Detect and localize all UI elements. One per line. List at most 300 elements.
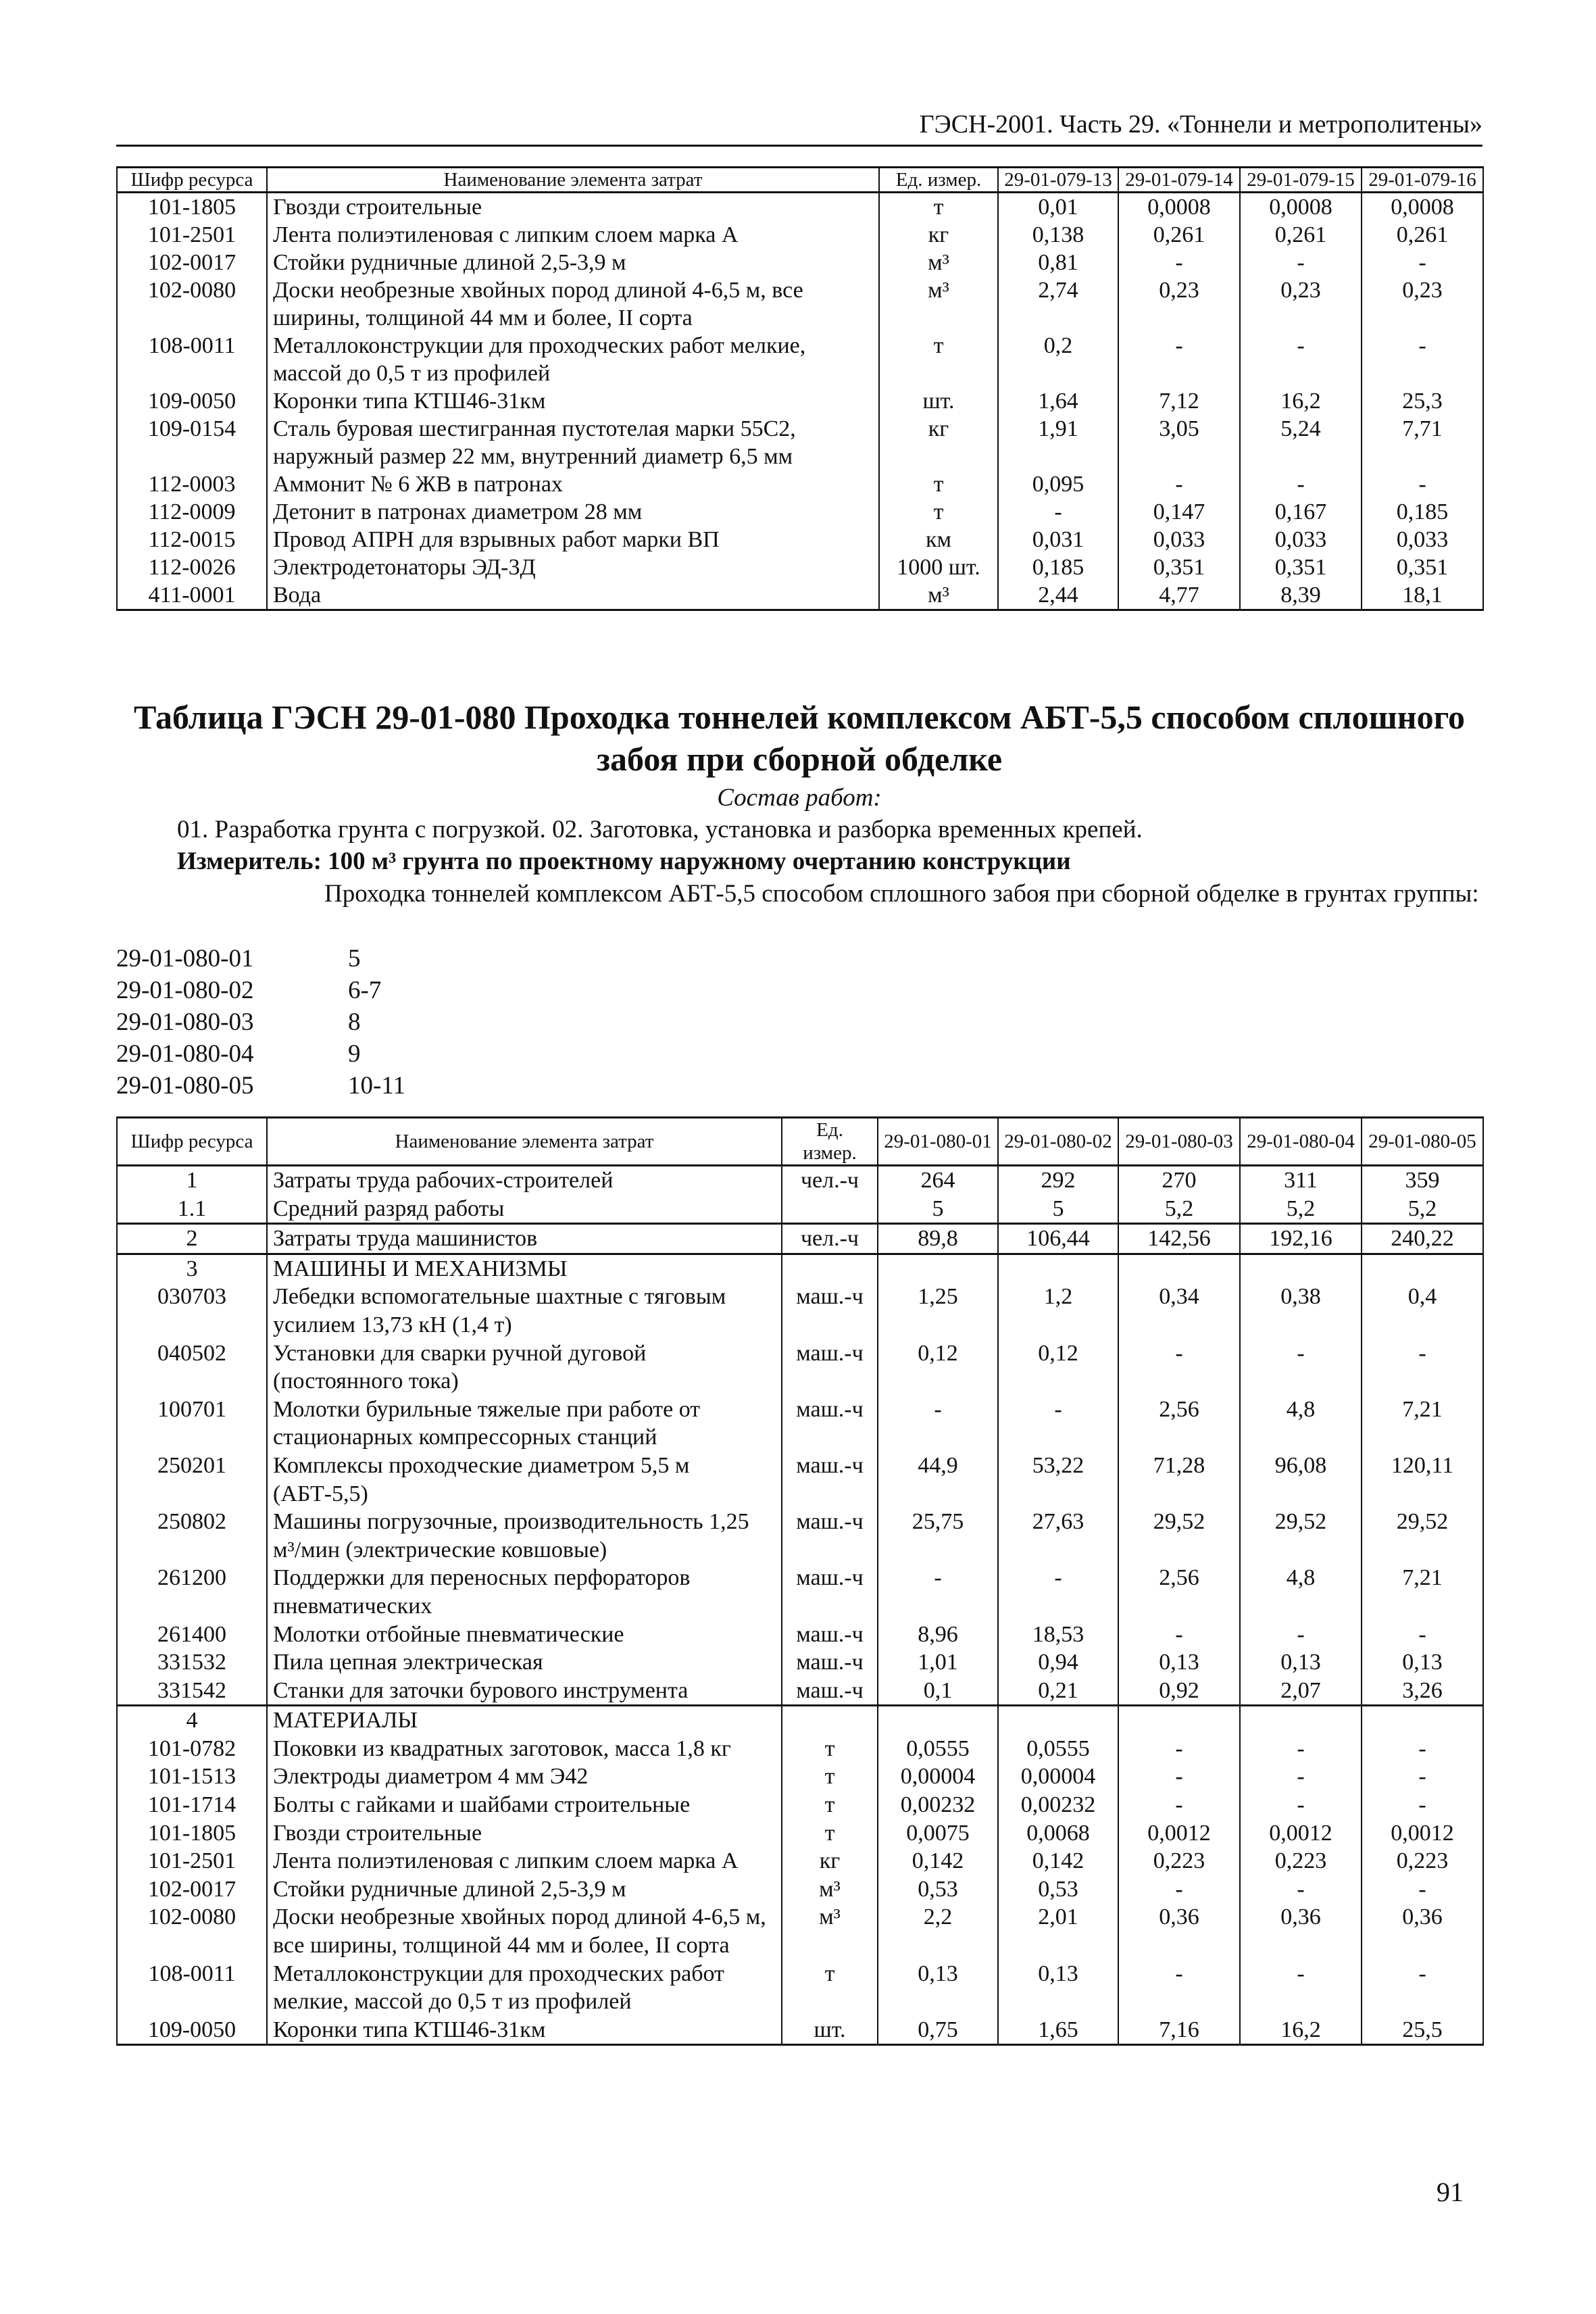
table-cell: Средний разряд работы	[267, 1195, 782, 1224]
resources-table-080	[116, 1116, 1484, 2046]
table-cell: 7,71	[1362, 415, 1483, 470]
table-cell: 112-0003	[117, 470, 267, 498]
table-cell: -	[1118, 1791, 1240, 1819]
table-cell: 0,92	[1118, 1677, 1240, 1706]
table-row	[117, 1847, 1483, 1875]
table-cell: Лента полиэтиленовая с липким слоем марка А	[267, 1847, 782, 1875]
table-cell: Провод АПРН для взрывных работ марки ВП	[267, 526, 879, 553]
table-cell: 5	[878, 1195, 998, 1224]
table-cell: 25,75	[878, 1508, 998, 1564]
table-cell: 0,2	[998, 332, 1118, 387]
table-cell: 29,52	[1240, 1508, 1362, 1564]
table-cell: -	[1362, 332, 1483, 387]
norm-parameters-list	[116, 943, 405, 1102]
table-row	[117, 1452, 1483, 1508]
soil-group: 10-11	[348, 1072, 405, 1100]
table-cell: 109-0154	[117, 415, 267, 470]
table-cell: 102-0017	[117, 249, 267, 276]
table-cell: 2,56	[1118, 1396, 1240, 1452]
table-cell: 0,81	[998, 249, 1118, 276]
table-cell: 0,167	[1240, 498, 1362, 526]
table-cell: -	[1118, 1763, 1240, 1791]
table-cell: Коронки типа КТШ46-31км	[267, 387, 879, 415]
table-row	[117, 526, 1483, 553]
table-cell: 5,2	[1240, 1195, 1362, 1224]
table-cell: Электроды диаметром 4 мм Э42	[267, 1763, 782, 1791]
column-header: Ед. измер.	[782, 1118, 878, 1166]
column-header: Ед. измер.	[879, 168, 998, 193]
soil-group: 8	[348, 1008, 361, 1036]
column-header: 29-01-079-15	[1240, 168, 1362, 193]
table-cell: 0,0012	[1240, 1819, 1362, 1848]
table-cell: 1000 шт.	[879, 553, 998, 581]
table-row	[117, 1254, 1483, 1283]
table-cell: м³	[879, 581, 998, 610]
table-cell: 0,223	[1362, 1847, 1483, 1875]
table-cell: 5,24	[1240, 415, 1362, 470]
table-cell: Коронки типа КТШ46-31км	[267, 2016, 782, 2045]
norm-description: Проходка тоннелей комплексом АБТ-5,5 способом сплошного забоя при сборной обделке в грунтах группы:	[324, 880, 1479, 908]
table-row	[117, 1564, 1483, 1620]
table-row	[117, 1903, 1483, 1959]
table-cell	[998, 1254, 1118, 1283]
table-cell: маш.-ч	[782, 1621, 878, 1649]
table-row	[117, 1195, 1483, 1224]
table-row	[117, 581, 1483, 610]
table-row	[117, 1648, 1483, 1677]
table-cell: т	[879, 332, 998, 387]
table-cell: т	[879, 498, 998, 526]
table-row	[117, 1677, 1483, 1706]
table-cell: 27,63	[998, 1508, 1118, 1564]
table-cell: 0,351	[1362, 553, 1483, 581]
table-cell: Аммонит № 6 ЖВ в патронах	[267, 470, 879, 498]
table-cell: Лебедки вспомогательные шахтные с тяговым усилием 13,73 кН (1,4 т)	[267, 1283, 782, 1339]
table-row	[117, 415, 1483, 470]
table-cell: чел.-ч	[782, 1166, 878, 1195]
table-cell: Лента полиэтиленовая с липким слоем марка А	[267, 221, 879, 249]
table-row	[117, 1396, 1483, 1452]
table-cell: Сталь буровая шестигранная пустотелая марки 55С2, наружный размер 22 мм, внутренний диаметр 6,5 мм	[267, 415, 879, 470]
table-cell: МАШИНЫ И МЕХАНИЗМЫ	[267, 1254, 782, 1283]
norm-parameter-row	[116, 975, 405, 1006]
table-cell: 101-2501	[117, 1847, 267, 1875]
column-header: Шифр ресурса	[117, 168, 267, 193]
table-row	[117, 1763, 1483, 1791]
table-cell: -	[1240, 1763, 1362, 1791]
table-cell: -	[878, 1396, 998, 1452]
table-cell: м³	[782, 1903, 878, 1959]
table-cell: -	[1240, 470, 1362, 498]
table-cell: кг	[879, 415, 998, 470]
norm-parameter-row	[116, 943, 405, 975]
table-cell: 0,223	[1240, 1847, 1362, 1875]
table-cell: 0,00004	[878, 1763, 998, 1791]
norm-code: 29-01-080-02	[116, 977, 254, 1004]
table-cell: 0,23	[1240, 276, 1362, 332]
table-cell: 8,39	[1240, 581, 1362, 610]
table-cell: 2,2	[878, 1903, 998, 1959]
table-cell: 2,07	[1240, 1677, 1362, 1706]
table-cell: 0,351	[1240, 553, 1362, 581]
table-row	[117, 1224, 1483, 1254]
table-row	[117, 2016, 1483, 2045]
table-cell: чел.-ч	[782, 1224, 878, 1254]
table-cell: 101-2501	[117, 221, 267, 249]
table-cell: 108-0011	[117, 1960, 267, 2016]
table-cell: 0,0008	[1240, 193, 1362, 222]
table-cell: 102-0080	[117, 1903, 267, 1959]
table-cell: Металлоконструкции для проходческих работ мелкие, массой до 0,5 т из профилей	[267, 1960, 782, 2016]
table-cell: 109-0050	[117, 387, 267, 415]
table-row	[117, 332, 1483, 387]
table-cell: 1	[117, 1166, 267, 1195]
table-row	[117, 553, 1483, 581]
table-row	[117, 276, 1483, 332]
table-cell: 1,01	[878, 1648, 998, 1677]
table-cell: -	[878, 1564, 998, 1620]
table-cell	[1362, 1254, 1483, 1283]
table-cell: 0,095	[998, 470, 1118, 498]
table-cell: Установки для сварки ручной дуговой (постоянного тока)	[267, 1339, 782, 1396]
table-cell: 0,033	[1240, 526, 1362, 553]
table-cell: 3,05	[1118, 415, 1240, 470]
table-cell: -	[1362, 1339, 1483, 1396]
table-cell: 2	[117, 1224, 267, 1254]
table-row	[117, 1819, 1483, 1848]
table-cell: Поддержки для переносных перфораторов пневматических	[267, 1564, 782, 1620]
norm-code: 29-01-080-05	[116, 1072, 254, 1100]
table-cell: 292	[998, 1166, 1118, 1195]
table-cell: 261400	[117, 1621, 267, 1649]
table-cell	[1118, 1706, 1240, 1735]
table-cell: маш.-ч	[782, 1564, 878, 1620]
table-cell	[998, 1706, 1118, 1735]
table-cell: 0,94	[998, 1648, 1118, 1677]
table-cell: 5,2	[1118, 1195, 1240, 1224]
table-cell: 0,21	[998, 1677, 1118, 1706]
table-cell: 18,53	[998, 1621, 1118, 1649]
page-number: 91	[1437, 2177, 1464, 2207]
table-cell: -	[1362, 1875, 1483, 1904]
table-cell: 2,74	[998, 276, 1118, 332]
table-cell: 102-0017	[117, 1875, 267, 1904]
table-cell: -	[1118, 332, 1240, 387]
table-cell: -	[998, 1396, 1118, 1452]
column-header: 29-01-080-02	[998, 1118, 1118, 1166]
table-cell: Металлоконструкции для проходческих работ мелкие, массой до 0,5 т из профилей	[267, 332, 879, 387]
table-cell: т	[879, 470, 998, 498]
table-row	[117, 1875, 1483, 1904]
table-cell: -	[1118, 1875, 1240, 1904]
soil-group: 5	[348, 945, 361, 973]
table-cell: -	[998, 1564, 1118, 1620]
column-header: 29-01-079-13	[998, 168, 1118, 193]
table-cell: -	[1240, 249, 1362, 276]
table-cell: Электродетонаторы ЭД-3Д	[267, 553, 879, 581]
table-cell: 1,65	[998, 2016, 1118, 2045]
table-row	[117, 498, 1483, 526]
norm-code: 29-01-080-03	[116, 1008, 254, 1036]
table-cell: т	[782, 1791, 878, 1819]
table-cell: 0,13	[1118, 1648, 1240, 1677]
norm-parameter-row	[116, 1070, 405, 1102]
table-cell: -	[1240, 1621, 1362, 1649]
table-cell: Детонит в патронах диаметром 28 мм	[267, 498, 879, 526]
table-cell: 0,0555	[998, 1735, 1118, 1763]
table-cell: маш.-ч	[782, 1339, 878, 1396]
table-cell: 7,16	[1118, 2016, 1240, 2045]
table-cell: Доски необрезные хвойных пород длиной 4-6,5 м, все ширины, толщиной 44 мм и более, II сорта	[267, 1903, 782, 1959]
table-cell	[782, 1195, 878, 1224]
norm-parameter-row	[116, 1038, 405, 1070]
table-cell: кг	[782, 1847, 878, 1875]
table-cell: -	[1118, 1621, 1240, 1649]
column-header: 29-01-080-04	[1240, 1118, 1362, 1166]
table-cell: 1,91	[998, 415, 1118, 470]
table-cell: маш.-ч	[782, 1677, 878, 1706]
table-cell: Вода	[267, 581, 879, 610]
table-cell: -	[1240, 1875, 1362, 1904]
table-cell: Стойки рудничные длиной 2,5-3,9 м	[267, 249, 879, 276]
table-cell: Болты с гайками и шайбами строительные	[267, 1791, 782, 1819]
table-cell: 0,142	[878, 1847, 998, 1875]
table-cell: 311	[1240, 1166, 1362, 1195]
table-cell: 0,75	[878, 2016, 998, 2045]
table-cell: 101-1714	[117, 1791, 267, 1819]
table-cell: МАТЕРИАЛЫ	[267, 1706, 782, 1735]
table-cell: 0,0008	[1118, 193, 1240, 222]
table-cell: 2,56	[1118, 1564, 1240, 1620]
table-cell: т	[879, 193, 998, 222]
table-cell: -	[1118, 1735, 1240, 1763]
table-cell: 0,13	[878, 1960, 998, 2016]
table-cell	[1240, 1254, 1362, 1283]
table-cell: 0,223	[1118, 1847, 1240, 1875]
soil-group: 6-7	[348, 977, 382, 1004]
table-cell: 0,0012	[1362, 1819, 1483, 1848]
running-header: ГЭСН-2001. Часть 29. «Тоннели и метрополитены»	[116, 109, 1482, 147]
table-cell: Затраты труда машинистов	[267, 1224, 782, 1254]
table-cell: т	[782, 1960, 878, 2016]
table-cell: т	[782, 1763, 878, 1791]
table-cell: Доски необрезные хвойных пород длиной 4-6,5 м, все ширины, толщиной 44 мм и более, II сорта	[267, 276, 879, 332]
table-cell: 102-0080	[117, 276, 267, 332]
table-cell: 25,5	[1362, 2016, 1483, 2045]
table-cell: 359	[1362, 1166, 1483, 1195]
table-cell: 030703	[117, 1283, 267, 1339]
table-cell: 100701	[117, 1396, 267, 1452]
table-cell: 0,138	[998, 221, 1118, 249]
table-cell: -	[1362, 1763, 1483, 1791]
table-title: Таблица ГЭСН 29-01-080 Проходка тоннелей комплексом АБТ-5,5 способом сплошного забоя при сборной обделке	[133, 698, 1466, 778]
table-cell: -	[1118, 1960, 1240, 2016]
table-cell: шт.	[782, 2016, 878, 2045]
table-cell: 0,033	[1362, 526, 1483, 553]
table-cell: Гвозди строительные	[267, 1819, 782, 1848]
table-cell: м³	[782, 1875, 878, 1904]
table-cell: 411-0001	[117, 581, 267, 610]
table-cell: 0,36	[1362, 1903, 1483, 1959]
table-cell: 0,185	[998, 553, 1118, 581]
table-cell: маш.-ч	[782, 1396, 878, 1452]
table-cell: 7,12	[1118, 387, 1240, 415]
table-row	[117, 387, 1483, 415]
composition-label: Состав работ:	[717, 784, 882, 812]
table-cell: 264	[878, 1166, 998, 1195]
table-cell: 5,2	[1362, 1195, 1483, 1224]
table-cell: 0,34	[1118, 1283, 1240, 1339]
soil-group: 9	[348, 1040, 361, 1068]
table-row	[117, 1508, 1483, 1564]
table-cell: Молотки бурильные тяжелые при работе от стационарных компрессорных станций	[267, 1396, 782, 1452]
table-cell: 0,00232	[878, 1791, 998, 1819]
table-cell: 0,12	[998, 1339, 1118, 1396]
table-row	[117, 1621, 1483, 1649]
table-row	[117, 1706, 1483, 1735]
table-row	[117, 1283, 1483, 1339]
table-cell: 0,4	[1362, 1283, 1483, 1339]
table-cell: -	[1240, 1339, 1362, 1396]
table-cell: -	[1362, 249, 1483, 276]
table-cell: км	[879, 526, 998, 553]
table-cell: 2,44	[998, 581, 1118, 610]
table-cell: 250201	[117, 1452, 267, 1508]
table-cell: маш.-ч	[782, 1648, 878, 1677]
table-cell: -	[1118, 470, 1240, 498]
table-cell: 16,2	[1240, 2016, 1362, 2045]
table-cell: 29,52	[1118, 1508, 1240, 1564]
table-cell: 0,1	[878, 1677, 998, 1706]
table-cell: Станки для заточки бурового инструмента	[267, 1677, 782, 1706]
table-cell: 53,22	[998, 1452, 1118, 1508]
table-cell: -	[1118, 1339, 1240, 1396]
table-cell	[782, 1254, 878, 1283]
table-cell: -	[1362, 1735, 1483, 1763]
table-cell: м³	[879, 276, 998, 332]
table-cell: -	[1240, 1735, 1362, 1763]
table-cell: 101-0782	[117, 1735, 267, 1763]
composition-text: 01. Разработка грунта с погрузкой. 02. Заготовка, установка и разборка временных крепей.	[177, 816, 1143, 843]
table-cell: 261200	[117, 1564, 267, 1620]
table-cell: 109-0050	[117, 2016, 267, 2045]
table-row	[117, 470, 1483, 498]
table-cell: 3,26	[1362, 1677, 1483, 1706]
table-cell: 270	[1118, 1166, 1240, 1195]
column-header: 29-01-079-16	[1362, 168, 1483, 193]
table-cell: 1,2	[998, 1283, 1118, 1339]
table-cell: 4,8	[1240, 1564, 1362, 1620]
norm-code: 29-01-080-01	[116, 945, 254, 973]
table-cell	[1118, 1254, 1240, 1283]
table-cell: 108-0011	[117, 332, 267, 387]
table-cell: -	[1240, 332, 1362, 387]
table-cell: 0,0012	[1118, 1819, 1240, 1848]
table-cell: Пила цепная электрическая	[267, 1648, 782, 1677]
column-header: Наименование элемента затрат	[267, 168, 879, 193]
table-cell: -	[1240, 1960, 1362, 2016]
table-cell: 112-0009	[117, 498, 267, 526]
column-header: Шифр ресурса	[117, 1118, 267, 1166]
norm-parameter-row	[116, 1006, 405, 1038]
table-row	[117, 1735, 1483, 1763]
table-row	[117, 249, 1483, 276]
table-cell: 0,23	[1362, 276, 1483, 332]
table-cell: 3	[117, 1254, 267, 1283]
table-cell: т	[782, 1819, 878, 1848]
table-cell: 0,0075	[878, 1819, 998, 1848]
table-cell: 0,261	[1362, 221, 1483, 249]
table-cell	[782, 1706, 878, 1735]
table-cell: Поковки из квадратных заготовок, масса 1,8 кг	[267, 1735, 782, 1763]
table-cell	[878, 1254, 998, 1283]
table-cell: 0,00232	[998, 1791, 1118, 1819]
table-cell: 250802	[117, 1508, 267, 1564]
table-cell: 331542	[117, 1677, 267, 1706]
table-cell: 0,0008	[1362, 193, 1483, 222]
table-cell: 0,031	[998, 526, 1118, 553]
table-row	[117, 1166, 1483, 1195]
table-row	[117, 221, 1483, 249]
table-cell: 101-1805	[117, 1819, 267, 1848]
table-cell: 0,0068	[998, 1819, 1118, 1848]
table-cell: 0,13	[1362, 1648, 1483, 1677]
table-cell: 0,00004	[998, 1763, 1118, 1791]
table-cell: -	[1362, 470, 1483, 498]
resources-table-079	[116, 166, 1484, 611]
table-cell: 0,13	[998, 1960, 1118, 2016]
table-cell: 0,261	[1118, 221, 1240, 249]
table-cell: 18,1	[1362, 581, 1483, 610]
table-cell: кг	[879, 221, 998, 249]
table-cell: 1,64	[998, 387, 1118, 415]
table-cell: 101-1513	[117, 1763, 267, 1791]
table-cell: маш.-ч	[782, 1452, 878, 1508]
table-cell: 25,3	[1362, 387, 1483, 415]
table-cell: 0,36	[1118, 1903, 1240, 1959]
table-cell: т	[782, 1735, 878, 1763]
table-cell: 4,8	[1240, 1396, 1362, 1452]
table-cell: 2,01	[998, 1903, 1118, 1959]
table-row	[117, 193, 1483, 222]
table-cell: Машины погрузочные, производительность 1,25 м³/мин (электрические ковшовые)	[267, 1508, 782, 1564]
table-row	[117, 1791, 1483, 1819]
table-cell	[1362, 1706, 1483, 1735]
table-cell: 120,11	[1362, 1452, 1483, 1508]
table-cell: маш.-ч	[782, 1283, 878, 1339]
table-cell: 106,44	[998, 1224, 1118, 1254]
table-cell: Комплексы проходческие диаметром 5,5 м (АБТ-5,5)	[267, 1452, 782, 1508]
table-cell: -	[1362, 1621, 1483, 1649]
table-cell: 0,12	[878, 1339, 998, 1396]
table-cell: -	[1362, 1791, 1483, 1819]
table-cell: маш.-ч	[782, 1508, 878, 1564]
norm-code: 29-01-080-04	[116, 1040, 254, 1068]
table-cell: 240,22	[1362, 1224, 1483, 1254]
table-cell: -	[998, 498, 1118, 526]
table-cell: м³	[879, 249, 998, 276]
column-header: 29-01-079-14	[1118, 168, 1240, 193]
table-cell: 101-1805	[117, 193, 267, 222]
column-header: 29-01-080-03	[1118, 1118, 1240, 1166]
table-cell: шт.	[879, 387, 998, 415]
table-cell: 44,9	[878, 1452, 998, 1508]
table-cell: 112-0015	[117, 526, 267, 553]
table-cell: 96,08	[1240, 1452, 1362, 1508]
table-cell: 16,2	[1240, 387, 1362, 415]
table-row	[117, 1339, 1483, 1396]
column-header: 29-01-080-01	[878, 1118, 998, 1166]
